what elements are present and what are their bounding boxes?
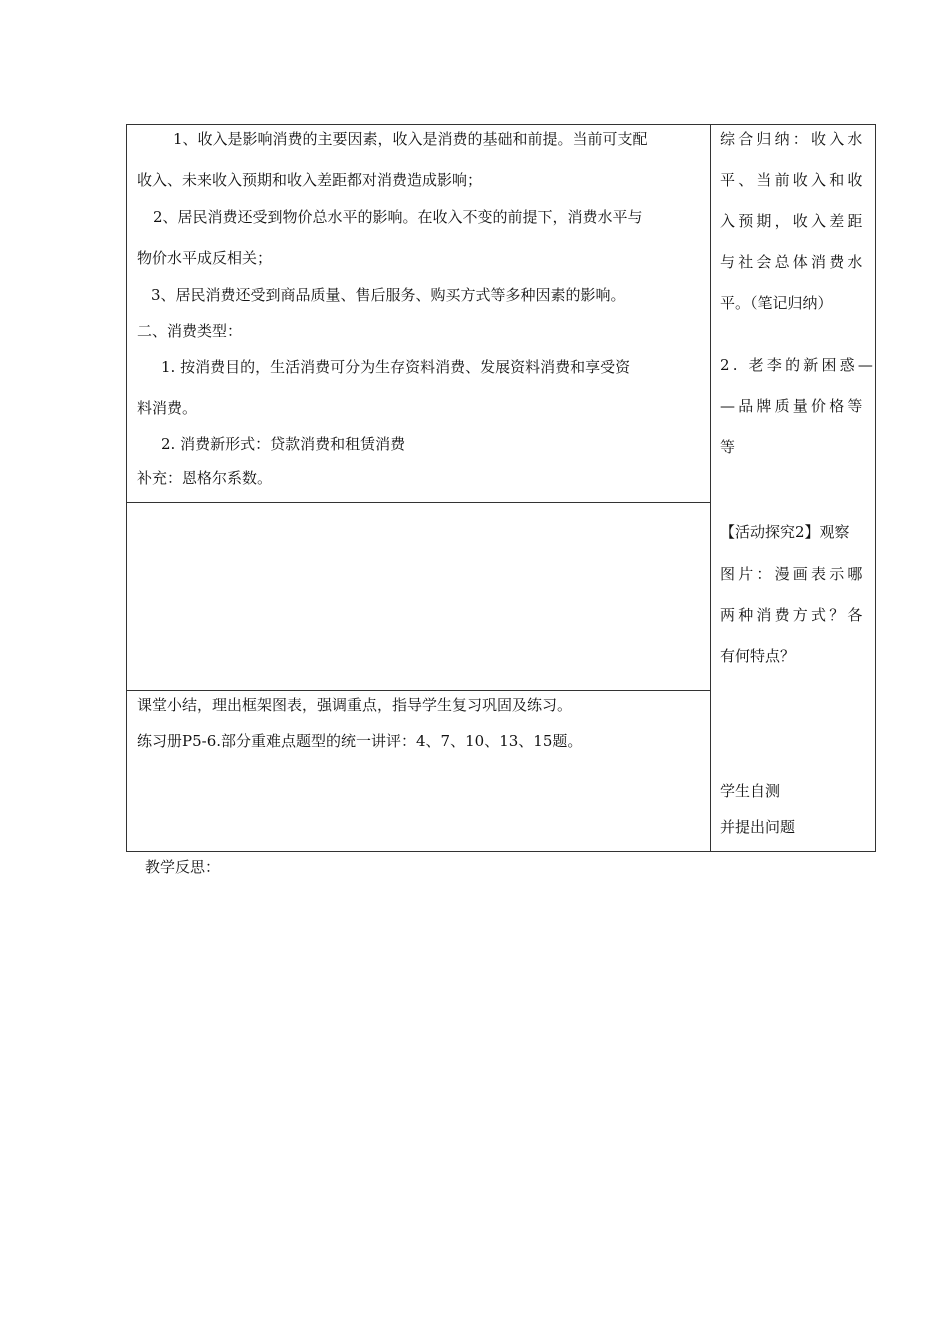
side-notes-cell bbox=[711, 125, 875, 851]
content-line: 料消费。 bbox=[137, 399, 198, 417]
side-note-line: 2. 老李的新困惑— bbox=[720, 356, 877, 374]
content-line: 3、居民消费还受到商品质量、售后服务、购买方式等多种因素的影响。 bbox=[151, 286, 626, 304]
section-heading: 二、消费类型： bbox=[137, 322, 243, 340]
content-line: 2、居民消费还受到物价总水平的影响。在收入不变的前提下，消费水平与 bbox=[153, 208, 643, 226]
lesson-table bbox=[126, 124, 876, 852]
side-note-line: 学生自测 bbox=[720, 782, 781, 800]
summary-cell bbox=[127, 691, 710, 851]
side-note-line: —品牌质量价格等 bbox=[720, 397, 866, 415]
content-line: 收入、未来收入预期和收入差距都对消费造成影响； bbox=[137, 171, 483, 189]
side-note-line: 综合归纳：收入水 bbox=[720, 130, 866, 148]
side-note-line: 入预期，收入差距 bbox=[720, 212, 866, 230]
side-note-line: 有何特点？ bbox=[720, 647, 796, 665]
content-line: 补充：恩格尔系数。 bbox=[137, 469, 273, 487]
side-note-line: 【活动探究2】观察 bbox=[720, 523, 850, 541]
side-note-line: 与社会总体消费水 bbox=[720, 253, 866, 271]
empty-cell bbox=[127, 503, 710, 690]
summary-line: 练习册P5-6.部分重难点题型的统一讲评：4、7、10、13、15题。 bbox=[137, 732, 583, 750]
side-note-line: 等 bbox=[720, 438, 739, 456]
side-note-line: 平。（笔记归纳） bbox=[720, 294, 833, 312]
side-note-line: 两种消费方式？各 bbox=[720, 606, 866, 624]
side-note-line: 并提出问题 bbox=[720, 818, 796, 836]
content-line: 1、收入是影响消费的主要因素，收入是消费的基础和前提。当前可支配 bbox=[173, 130, 648, 148]
side-note-line: 图片：漫画表示哪 bbox=[720, 565, 866, 583]
content-cell bbox=[127, 125, 710, 502]
content-line: 1. 按消费目的，生活消费可分为生存资料消费、发展资料消费和享受资 bbox=[161, 358, 631, 376]
content-line: 2. 消费新形式：贷款消费和租赁消费 bbox=[161, 435, 406, 453]
teaching-reflection-label: 教学反思： bbox=[145, 858, 221, 876]
side-note-line: 平、当前收入和收 bbox=[720, 171, 866, 189]
summary-line: 课堂小结，理出框架图表，强调重点，指导学生复习巩固及练习。 bbox=[137, 696, 573, 714]
content-line: 物价水平成反相关； bbox=[137, 249, 273, 267]
